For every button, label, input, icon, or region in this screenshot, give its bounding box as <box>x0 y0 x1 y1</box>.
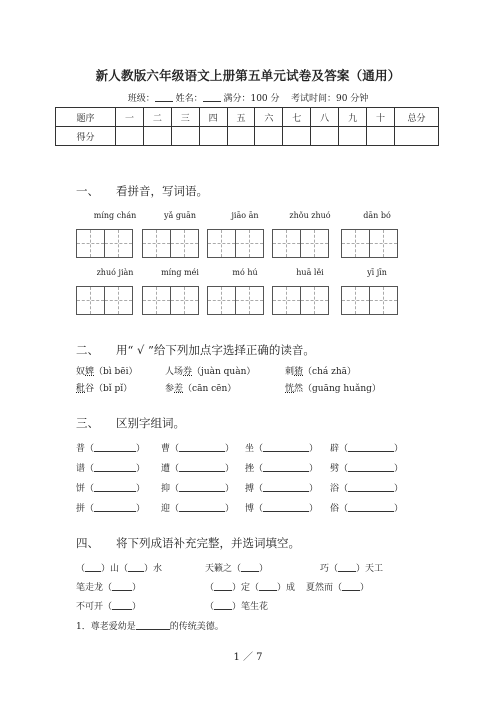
score-header-cell: 一 <box>116 108 144 127</box>
writing-grid[interactable] <box>142 229 199 258</box>
score-table <box>55 107 439 146</box>
word-item[interactable]: 博（ ） <box>245 504 319 514</box>
pinyin-label: jiāo ān <box>231 211 259 220</box>
pinyin-label: míng méi <box>161 268 199 277</box>
score-input-cell[interactable] <box>395 127 439 146</box>
name-blank[interactable] <box>203 92 221 102</box>
word-item[interactable]: 劈（ ） <box>330 464 404 474</box>
score-input-cell[interactable] <box>116 127 144 146</box>
score-input-cell[interactable] <box>255 127 283 146</box>
score-label: 满分：100 分 <box>223 94 280 104</box>
fill-question-1[interactable]: 1．尊老爱幼是 的传统美德。 <box>76 622 224 632</box>
writing-grid[interactable] <box>341 286 398 315</box>
idiom-item[interactable]: 夏然而（ ） <box>306 583 370 593</box>
pinyin-label: yǎ guān <box>163 211 197 220</box>
score-input-cell[interactable] <box>171 127 199 146</box>
score-input-cell[interactable] <box>199 127 227 146</box>
score-header-cell: 总分 <box>395 108 439 127</box>
idiom-item[interactable]: 不可开（ ） <box>76 602 142 612</box>
word-item[interactable]: 迎（ ） <box>161 504 235 514</box>
pinyin-label: huā lěi <box>296 268 324 277</box>
word-item[interactable]: 坐（ ） <box>245 444 319 454</box>
section-title: 将下列成语补充完整，并选词填空。 <box>116 536 300 550</box>
section-2-heading <box>76 342 315 358</box>
word-item[interactable]: 俗（ ） <box>330 504 404 514</box>
pinyin-label: zhǒu zhuó <box>289 211 331 220</box>
section-title: 区别字组词。 <box>116 416 185 430</box>
word-item[interactable]: 曹（ ） <box>161 444 235 454</box>
score-input-cell[interactable] <box>339 127 367 146</box>
reading-item[interactable]: 人场券（juàn quàn） <box>165 367 256 377</box>
word-item[interactable]: 挫（ ） <box>245 464 319 474</box>
score-value-row <box>56 127 439 146</box>
word-item[interactable]: 浴（ ） <box>330 484 404 494</box>
word-item[interactable]: 拼（ ） <box>76 504 146 514</box>
exam-meta <box>0 91 496 104</box>
score-input-cell[interactable] <box>283 127 311 146</box>
section-3-heading <box>76 415 185 431</box>
time-label: 考试时间：90 分钟 <box>290 94 369 104</box>
score-input-cell[interactable] <box>227 127 255 146</box>
section-title: 用“ √ ”给下列加点字选择正确的读音。 <box>116 343 315 357</box>
pinyin-label: míng chán <box>93 211 137 220</box>
reading-item[interactable]: 秕谷（bǐ pǐ） <box>76 384 133 394</box>
pinyin-label: dān bó <box>363 211 391 220</box>
score-header-cell: 六 <box>255 108 283 127</box>
reading-item[interactable]: 恍然（guāng huǎng） <box>285 384 381 394</box>
writing-grid[interactable] <box>142 286 199 315</box>
score-input-cell[interactable] <box>367 127 395 146</box>
score-header-cell: 十 <box>367 108 395 127</box>
writing-grid[interactable] <box>76 286 133 315</box>
idiom-item[interactable]: 巧（ ）天工 <box>320 564 384 574</box>
writing-grid[interactable] <box>341 229 398 258</box>
score-header-cell: 八 <box>311 108 339 127</box>
name-label: 姓名： <box>175 94 203 104</box>
writing-grid[interactable] <box>76 229 133 258</box>
score-header-cell: 七 <box>283 108 311 127</box>
class-label: 班级： <box>127 94 155 104</box>
reading-item[interactable]: 奴婢（bì bēi） <box>76 367 138 377</box>
idiom-item[interactable]: （ ）山（ ）水 <box>76 564 163 574</box>
score-row-label: 得分 <box>56 127 116 146</box>
pinyin-label: mó hú <box>232 268 258 277</box>
score-header-cell: 三 <box>171 108 199 127</box>
word-item[interactable]: 谱（ ） <box>76 464 146 474</box>
section-number: 四、 <box>76 536 99 550</box>
pinyin-label: yī jīn <box>367 268 387 277</box>
reading-item[interactable]: 参差（cān cēn） <box>165 384 237 394</box>
score-header-cell: 九 <box>339 108 367 127</box>
score-input-cell[interactable] <box>311 127 339 146</box>
section-number: 三、 <box>76 416 99 430</box>
idiom-item[interactable]: 笔走龙（ ） <box>76 583 142 593</box>
word-item[interactable]: 饼（ ） <box>76 484 146 494</box>
pinyin-label: zhuó jiàn <box>96 268 134 277</box>
word-item[interactable]: 抑（ ） <box>161 484 235 494</box>
idiom-item[interactable]: 天籁之（ ） <box>205 564 269 574</box>
idiom-item[interactable]: （ ）笔生花 <box>205 602 269 612</box>
page-number: 1 ／ 7 <box>233 652 263 663</box>
word-item[interactable]: 辟（ ） <box>330 444 404 454</box>
word-item[interactable]: 普（ ） <box>76 444 146 454</box>
section-number: 二、 <box>76 343 99 357</box>
word-item[interactable]: 遭（ ） <box>161 464 235 474</box>
writing-grid[interactable] <box>272 229 329 258</box>
page-title: 新人教版六年级语文上册第五单元试卷及答案（通用） <box>95 68 401 83</box>
score-input-cell[interactable] <box>143 127 171 146</box>
section-4-heading <box>76 535 300 551</box>
section-1-heading <box>76 183 208 199</box>
score-header-row <box>56 108 439 127</box>
writing-grid[interactable] <box>207 286 264 315</box>
writing-grid[interactable] <box>207 229 264 258</box>
idiom-item[interactable]: （ ）定（ ）成 <box>205 583 296 593</box>
reading-item[interactable]: 刺猹（chá zhā） <box>285 367 356 377</box>
section-title: 看拼音，写词语。 <box>116 184 208 198</box>
score-header-cell: 五 <box>227 108 255 127</box>
writing-grid[interactable] <box>272 286 329 315</box>
class-blank[interactable] <box>155 92 173 102</box>
score-header-cell: 二 <box>143 108 171 127</box>
score-header-cell: 四 <box>199 108 227 127</box>
score-header-cell: 题序 <box>56 108 116 127</box>
section-number: 一、 <box>76 184 99 198</box>
word-item[interactable]: 搏（ ） <box>245 484 319 494</box>
